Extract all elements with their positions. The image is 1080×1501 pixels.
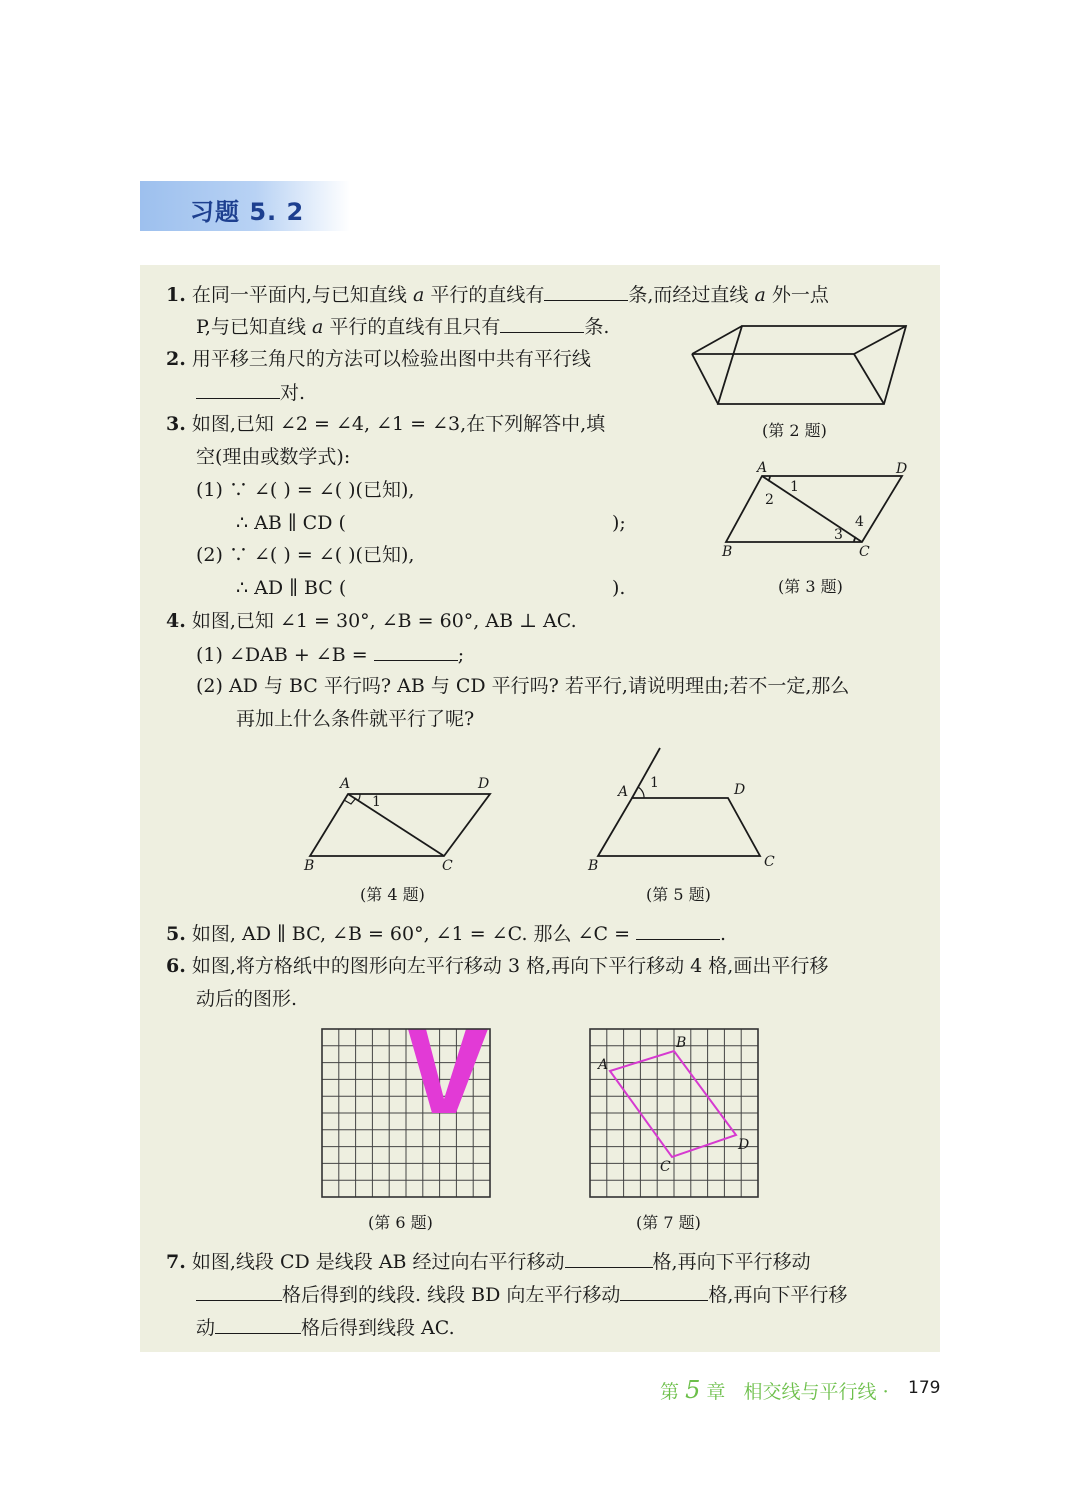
answer-blank[interactable] (620, 1282, 708, 1301)
label-C: C (764, 854, 775, 870)
text: 在同一平面内,与已知直线 (191, 284, 407, 306)
label-C: C (859, 544, 870, 560)
text: 如图,已知 ∠1 = 30°, ∠B = 60°, AB ⊥ AC. (191, 610, 577, 632)
text: 格后得到线段 AC. (301, 1317, 455, 1339)
text: 如图,线段 CD 是线段 AB 经过向右平行移动 (191, 1251, 565, 1273)
text: ∴ AD ∥ BC ( (236, 577, 347, 599)
text: 用平移三角尺的方法可以检验出图中共有平行线 (191, 348, 591, 370)
angle-1: 1 (650, 775, 659, 791)
text: 格,再向下平行移 (708, 1284, 848, 1306)
problem-4-step-2a: (2) AD 与 BC 平行吗? AB 与 CD 平行吗? 若平行,请说明理由;若不一定,那么 (196, 675, 850, 697)
answer-blank[interactable] (544, 282, 628, 301)
text: 格,再向下平行移动 (652, 1251, 811, 1273)
answer-blank[interactable] (636, 921, 720, 940)
text: 平行的直线有 (430, 284, 545, 306)
label-D: D (738, 1137, 750, 1153)
chapter-title: 相交线与平行线 · (743, 1381, 889, 1403)
problem-1-line-1 (166, 282, 829, 307)
label-D: D (478, 776, 490, 792)
figure-4-caption: (第 4 题) (360, 885, 425, 904)
problem-1-line-2 (196, 314, 609, 339)
diagonal (762, 476, 862, 542)
problem-3-step-1b-end: ); (612, 512, 626, 534)
label-B: B (722, 544, 733, 560)
problem-5-line-1 (166, 921, 726, 946)
answer-blank[interactable] (500, 314, 584, 333)
figure-4-parallelogram (300, 772, 500, 876)
answer-blank[interactable] (215, 1315, 301, 1334)
figure-3-caption: (第 3 题) (778, 577, 843, 596)
parallelogram (726, 476, 902, 542)
problem-6-line-1 (166, 954, 828, 978)
text: 如图, AD ∥ BC, ∠B = 60°, ∠1 = ∠C. 那么 ∠C = (191, 923, 630, 945)
text: 动 (196, 1317, 216, 1339)
problem-6-line-2: 动后的图形. (196, 988, 298, 1010)
problem-7-line-3 (196, 1315, 455, 1340)
text: . (720, 923, 727, 945)
figure-7-grid (588, 1027, 760, 1201)
text: 如图,将方格纸中的图形向左平行移动 3 格,再向下平行移动 4 格,画出平行移 (191, 955, 829, 977)
problem-3-step-1a: (1) ∵ ∠( ) = ∠( )(已知), (196, 479, 415, 501)
trapezoid (598, 798, 760, 856)
text: 格后得到的线段. 线段 BD 向左平行移动 (282, 1284, 621, 1306)
figure-5-caption: (第 5 题) (646, 885, 711, 904)
figure-6-grid (320, 1027, 492, 1201)
text: 外一点 (771, 284, 829, 306)
angle-arc (358, 794, 360, 801)
v-shape (408, 1029, 488, 1113)
text: (1) ∠DAB + ∠B = (196, 644, 368, 666)
text: 条. (584, 316, 610, 338)
problem-number: 3. (166, 413, 186, 435)
prism-edge (692, 354, 718, 404)
figure-3-parallelogram (716, 456, 916, 560)
section-title: 习题 5. 2 (190, 198, 305, 226)
variable: a (412, 284, 425, 306)
problem-2-line-2 (196, 380, 305, 405)
chapter-suffix: 章 (706, 1381, 726, 1403)
prism-edge (854, 354, 884, 404)
problem-3-step-1b (236, 511, 346, 535)
grid-lines (590, 1029, 758, 1197)
problem-number: 2. (166, 348, 186, 370)
text: P,与已知直线 (196, 316, 306, 338)
problem-7-line-1 (166, 1249, 811, 1274)
answer-blank[interactable] (565, 1249, 653, 1268)
problem-3-step-2b (236, 576, 346, 600)
problem-7-line-2 (196, 1282, 847, 1307)
problem-3-line-1 (166, 412, 605, 436)
chapter-prefix: 第 (660, 1381, 680, 1403)
text: ; (457, 644, 465, 666)
angle-arc (638, 787, 644, 798)
answer-blank[interactable] (196, 380, 280, 399)
text: 平行的直线有且只有 (329, 316, 501, 338)
problem-number: 6. (166, 955, 186, 977)
angle-1: 1 (790, 479, 799, 495)
label-A: A (618, 784, 629, 800)
label-C: C (660, 1159, 671, 1175)
parallelogram-ABDC (610, 1051, 736, 1157)
problem-3-step-2b-end: ). (612, 577, 626, 599)
problem-3-step-2a: (2) ∵ ∠( ) = ∠( )(已知), (196, 544, 415, 566)
text: 条,而经过直线 (628, 284, 749, 306)
chapter-number: 5 (685, 1376, 701, 1404)
answer-blank[interactable] (196, 1282, 282, 1301)
prism-edge (854, 326, 906, 354)
figure-2-prism (686, 318, 912, 410)
problem-number: 7. (166, 1251, 186, 1273)
problem-number: 1. (166, 284, 186, 306)
label-D: D (734, 782, 746, 798)
label-A: A (340, 776, 351, 792)
text: ∴ AB ∥ CD ( (236, 512, 346, 534)
figure-7-caption: (第 7 题) (636, 1213, 701, 1232)
variable: a (754, 284, 766, 306)
label-B: B (676, 1035, 687, 1051)
label-B: B (304, 858, 315, 874)
label-D: D (896, 461, 908, 477)
problem-2-line-1 (166, 347, 591, 371)
figure-6-caption: (第 6 题) (368, 1213, 433, 1232)
parallelogram (310, 794, 490, 856)
text: 对. (280, 382, 306, 404)
angle-1: 1 (372, 794, 381, 810)
problem-number: 5. (166, 923, 186, 945)
text: 如图,已知 ∠2 = ∠4, ∠1 = ∠3,在下列解答中,填 (191, 413, 606, 435)
variable: a (312, 316, 324, 338)
label-B: B (588, 858, 599, 874)
angle-3: 3 (834, 527, 843, 543)
angle-4: 4 (855, 514, 864, 530)
label-A: A (757, 460, 768, 476)
problem-3-line-2: 空(理由或数学式): (196, 446, 351, 468)
angle-2: 2 (765, 492, 774, 508)
problem-number: 4. (166, 610, 186, 632)
problem-4-step-2b: 再加上什么条件就平行了呢? (236, 708, 475, 730)
problem-4-line-1 (166, 609, 577, 633)
diagonal-AC (348, 794, 444, 856)
footer-chapter (660, 1376, 889, 1404)
label-C: C (442, 858, 453, 874)
answer-blank[interactable] (374, 642, 458, 661)
figure-5-trapezoid (584, 744, 784, 876)
figure-2-caption: (第 2 题) (762, 421, 827, 440)
label-A: A (598, 1057, 609, 1073)
page-number: 179 (908, 1378, 941, 1398)
problem-4-step-1 (196, 642, 464, 667)
